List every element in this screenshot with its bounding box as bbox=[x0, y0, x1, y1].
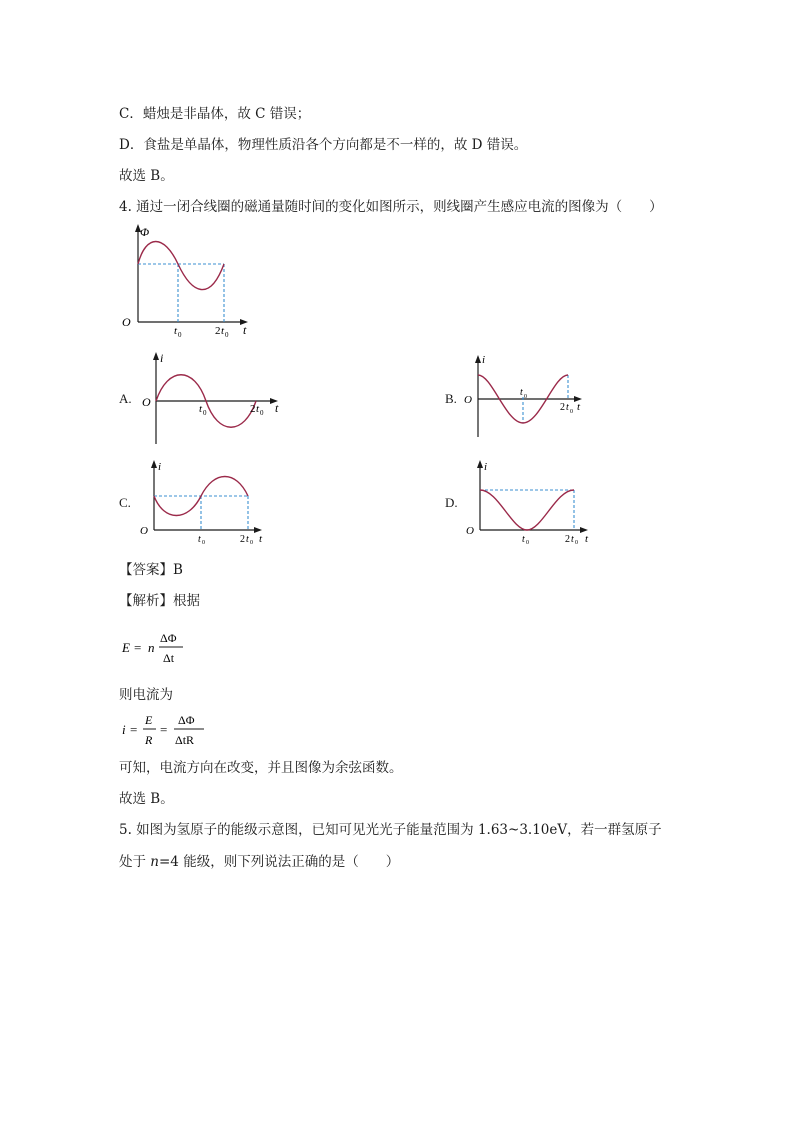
conclusion: 可知，电流方向在改变，并且图像为余弦函数。 bbox=[119, 760, 403, 776]
flux-time-graph bbox=[118, 222, 258, 342]
formula-eq2: = bbox=[160, 722, 168, 737]
2t0-t: t bbox=[256, 403, 260, 415]
i-label: i bbox=[482, 354, 486, 366]
q5-post: =4 能级，则下列说法正确的是（ ） bbox=[159, 854, 400, 870]
i-label: i bbox=[158, 461, 162, 473]
question-4: 4. 通过一闭合线圈的磁通量随时间的变化如图所示，则线圈产生感应电流的图像为（ ） bbox=[119, 199, 663, 215]
i-label: i bbox=[484, 461, 488, 473]
formula-emf bbox=[120, 626, 200, 670]
option-a-graph[interactable] bbox=[138, 350, 288, 448]
t0-sub: 0 bbox=[526, 540, 529, 544]
question-5-line2 bbox=[119, 853, 399, 871]
analysis-heading: 【解析】根据 bbox=[119, 593, 200, 609]
t0-label: t bbox=[522, 534, 525, 544]
t0-label: t bbox=[198, 534, 201, 544]
formula-eq: = bbox=[130, 722, 138, 737]
t0-label: t bbox=[174, 325, 178, 337]
2t0-sub: 0 bbox=[260, 409, 264, 417]
choose-b-2: 故选 B。 bbox=[119, 791, 174, 807]
formula-current bbox=[120, 708, 220, 752]
t-axis-label: t bbox=[577, 401, 581, 413]
t-axis-label: t bbox=[243, 323, 247, 337]
t0-label: t bbox=[520, 387, 523, 398]
option-d-explanation: D．食盐是单晶体，物理性质沿各个方向都是不一样的，故 D 错误。 bbox=[119, 137, 528, 153]
origin-label: O bbox=[466, 525, 474, 537]
2t0-sub: 0 bbox=[250, 540, 253, 544]
2t0-sub: 0 bbox=[570, 409, 573, 415]
answer: 【答案】B bbox=[119, 562, 183, 578]
origin-label: O bbox=[122, 315, 131, 329]
formula-E-num: E bbox=[145, 713, 153, 727]
2t0-t: t bbox=[566, 402, 569, 413]
q5-pre: 处于 bbox=[119, 854, 151, 870]
option-d-label[interactable]: D. bbox=[445, 495, 458, 510]
question-5-line1: 5. 如图为氢原子的能级示意图，已知可见光光子能量范围为 1.63~3.10eV，若一群氢原子 bbox=[119, 822, 662, 838]
option-a-label[interactable]: A. bbox=[119, 391, 132, 406]
formula-n: n bbox=[148, 640, 155, 655]
option-d-curve bbox=[480, 490, 574, 530]
i-label: i bbox=[160, 351, 164, 365]
2t0-t: t bbox=[221, 325, 225, 337]
option-c-graph[interactable] bbox=[138, 458, 273, 544]
t-axis-label: t bbox=[259, 533, 263, 544]
option-c-curve bbox=[154, 477, 248, 516]
q5-n: n bbox=[150, 854, 159, 870]
origin-label: O bbox=[142, 395, 151, 409]
phi-label: Φ bbox=[140, 225, 150, 239]
option-b-graph[interactable] bbox=[462, 353, 592, 441]
option-c-label[interactable]: C. bbox=[119, 495, 131, 510]
t0-sub: 0 bbox=[178, 331, 182, 339]
formula-dtR: ΔtR bbox=[175, 733, 195, 747]
2t0-two: 2 bbox=[240, 534, 245, 544]
option-b-label[interactable]: B. bbox=[445, 391, 457, 406]
2t0-two: 2 bbox=[560, 402, 565, 413]
formula-dphi2: ΔΦ bbox=[178, 713, 195, 727]
t-axis-label: t bbox=[585, 533, 589, 544]
2t0-sub: 0 bbox=[225, 331, 229, 339]
t0-sub: 0 bbox=[524, 394, 527, 400]
origin-label: O bbox=[140, 525, 148, 537]
formula-dphi: ΔΦ bbox=[160, 631, 177, 645]
choose-b-1: 故选 B。 bbox=[119, 168, 174, 184]
option-d-graph[interactable] bbox=[462, 458, 597, 544]
2t0-two: 2 bbox=[565, 534, 570, 544]
t0-sub: 0 bbox=[202, 540, 205, 544]
formula-dt: Δt bbox=[163, 651, 175, 665]
2t0-sub: 0 bbox=[575, 540, 578, 544]
2t0-two: 2 bbox=[250, 403, 256, 415]
2t0-t: t bbox=[246, 534, 249, 544]
t-axis-label: t bbox=[275, 401, 279, 415]
formula-E: E bbox=[122, 640, 130, 655]
flux-curve bbox=[138, 242, 224, 290]
formula-i: i bbox=[122, 722, 126, 737]
2t0-two: 2 bbox=[215, 325, 221, 337]
origin-label: O bbox=[464, 394, 472, 406]
option-c-explanation: C．蜡烛是非晶体，故 C 错误； bbox=[119, 106, 311, 122]
formula-R: R bbox=[145, 733, 153, 747]
then-current: 则电流为 bbox=[119, 687, 173, 703]
t0-sub: 0 bbox=[203, 409, 207, 417]
formula-eq: = bbox=[134, 640, 142, 655]
t0-label: t bbox=[199, 403, 203, 415]
2t0-t: t bbox=[571, 534, 574, 544]
